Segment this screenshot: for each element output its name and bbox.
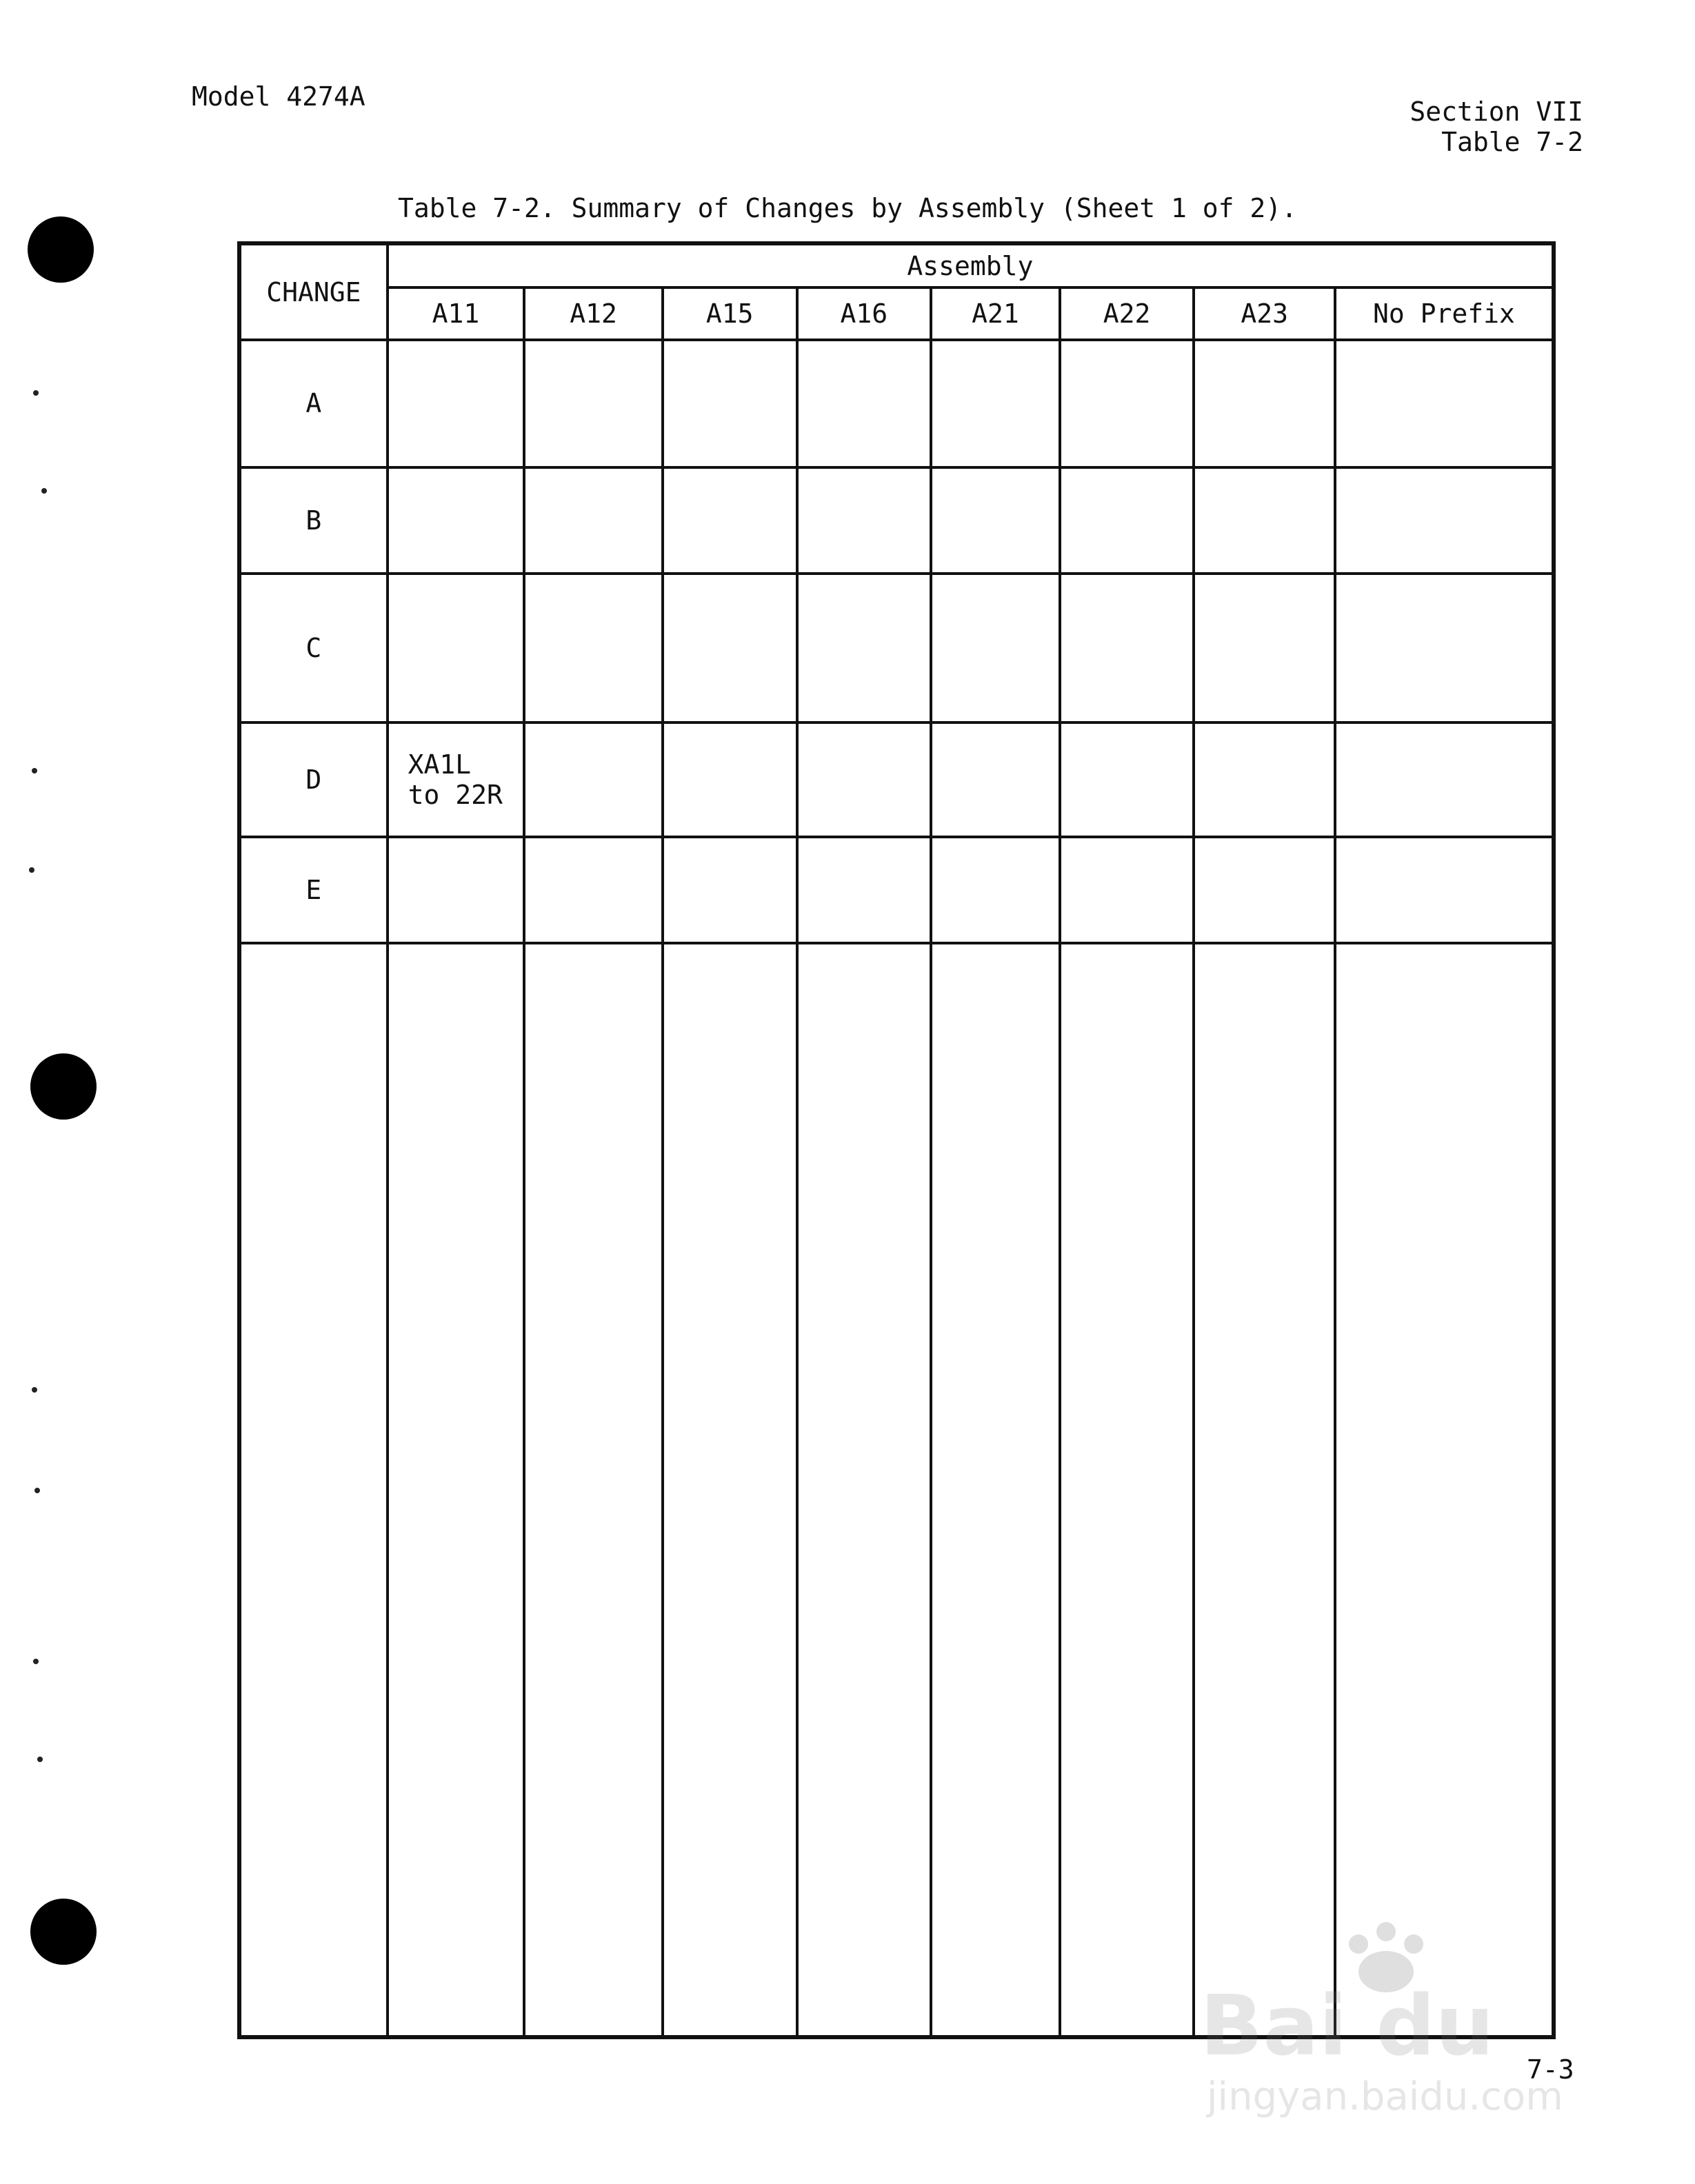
summary-of-changes-table: [237, 241, 1556, 2039]
column-header-row: [239, 287, 1554, 340]
model-label: Model 4274A: [192, 81, 365, 112]
table-row: [239, 574, 1554, 722]
assembly-cell: [1194, 943, 1335, 2037]
scan-speck: [34, 1488, 40, 1493]
assembly-cell: [1194, 340, 1335, 467]
section-label: Section VII: [1410, 97, 1583, 127]
assembly-cell: [663, 574, 797, 722]
assembly-cell: [524, 722, 663, 838]
assembly-cell: [1060, 340, 1194, 467]
assembly-cell: [388, 943, 525, 2037]
assembly-cell: [931, 722, 1060, 838]
assembly-cell: [1335, 574, 1554, 722]
assembly-cell: [931, 340, 1060, 467]
table-row: [239, 943, 1554, 2037]
assembly-cell: [663, 837, 797, 943]
assembly-cell: [797, 943, 932, 2037]
scan-speck: [33, 390, 39, 396]
column-header-a16: A16: [797, 287, 932, 340]
assembly-cell: [1335, 837, 1554, 943]
scan-speck: [29, 867, 34, 873]
assembly-cell: [797, 574, 932, 722]
svg-text:Bai du: Bai du: [1200, 1979, 1494, 2074]
column-header-a23: A23: [1194, 287, 1335, 340]
svg-text:jingyan.baidu.com: jingyan.baidu.com: [1207, 2074, 1563, 2119]
assembly-cell: [663, 722, 797, 838]
assembly-cell: [524, 574, 663, 722]
scan-speck: [41, 488, 47, 494]
assembly-cell: [1194, 574, 1335, 722]
assembly-cell: [524, 943, 663, 2037]
table-row: [239, 722, 1554, 838]
assembly-cell: [524, 837, 663, 943]
binder-hole-middle: [30, 1053, 97, 1120]
assembly-cell: [931, 574, 1060, 722]
assembly-cell: [1335, 722, 1554, 838]
assembly-cell: [1194, 722, 1335, 838]
change-cell: E: [239, 837, 388, 943]
scan-speck: [32, 768, 37, 774]
assembly-cell: [931, 837, 1060, 943]
scan-speck: [32, 1387, 37, 1393]
column-header-no-prefix: No Prefix: [1335, 287, 1554, 340]
assembly-cell: [663, 943, 797, 2037]
assembly-cell: [1060, 837, 1194, 943]
assembly-cell: [388, 467, 525, 574]
binder-hole-bottom: [30, 1899, 97, 1965]
change-cell: A: [239, 340, 388, 467]
assembly-cell: [1335, 943, 1554, 2037]
assembly-cell: [1060, 943, 1194, 2037]
assembly-cell: [388, 837, 525, 943]
assembly-cell: [524, 340, 663, 467]
assembly-cell: [797, 340, 932, 467]
assembly-cell: [524, 467, 663, 574]
assembly-cell: XA1L to 22R: [388, 722, 525, 838]
assembly-group-header: Assembly: [388, 243, 1554, 287]
table-row: [239, 467, 1554, 574]
assembly-cell: [1194, 467, 1335, 574]
change-column-header: CHANGE: [239, 243, 388, 340]
change-cell: C: [239, 574, 388, 722]
assembly-cell: [1335, 467, 1554, 574]
column-header-a21: A21: [931, 287, 1060, 340]
table-body: [239, 340, 1554, 2037]
assembly-cell: [931, 943, 1060, 2037]
table-row: [239, 340, 1554, 467]
column-header-a22: A22: [1060, 287, 1194, 340]
change-cell: D: [239, 722, 388, 838]
assembly-cell: [663, 467, 797, 574]
assembly-cell: [1060, 722, 1194, 838]
assembly-cell: [931, 467, 1060, 574]
table-row: [239, 837, 1554, 943]
assembly-cell: [663, 340, 797, 467]
scan-speck: [37, 1757, 43, 1762]
column-header-a11: A11: [388, 287, 525, 340]
assembly-cell: [388, 340, 525, 467]
column-header-a15: A15: [663, 287, 797, 340]
table-title: Table 7-2. Summary of Changes by Assembly (Sheet 1 of 2).: [397, 193, 1298, 223]
binder-hole-top: [28, 216, 94, 283]
table-ref-label: Table 7-2: [1441, 127, 1583, 157]
scan-speck: [33, 1659, 39, 1664]
assembly-cell: [1060, 574, 1194, 722]
baidu-watermark-logo: [1186, 1917, 1600, 2123]
assembly-cell: [797, 722, 932, 838]
assembly-cell: [797, 837, 932, 943]
column-header-a12: A12: [524, 287, 663, 340]
change-cell: [239, 943, 388, 2037]
assembly-cell: [797, 467, 932, 574]
change-cell: B: [239, 467, 388, 574]
assembly-cell: [1060, 467, 1194, 574]
assembly-cell: [1194, 837, 1335, 943]
assembly-cell: [1335, 340, 1554, 467]
page-number: 7-3: [1527, 2054, 1574, 2085]
assembly-cell: [388, 574, 525, 722]
